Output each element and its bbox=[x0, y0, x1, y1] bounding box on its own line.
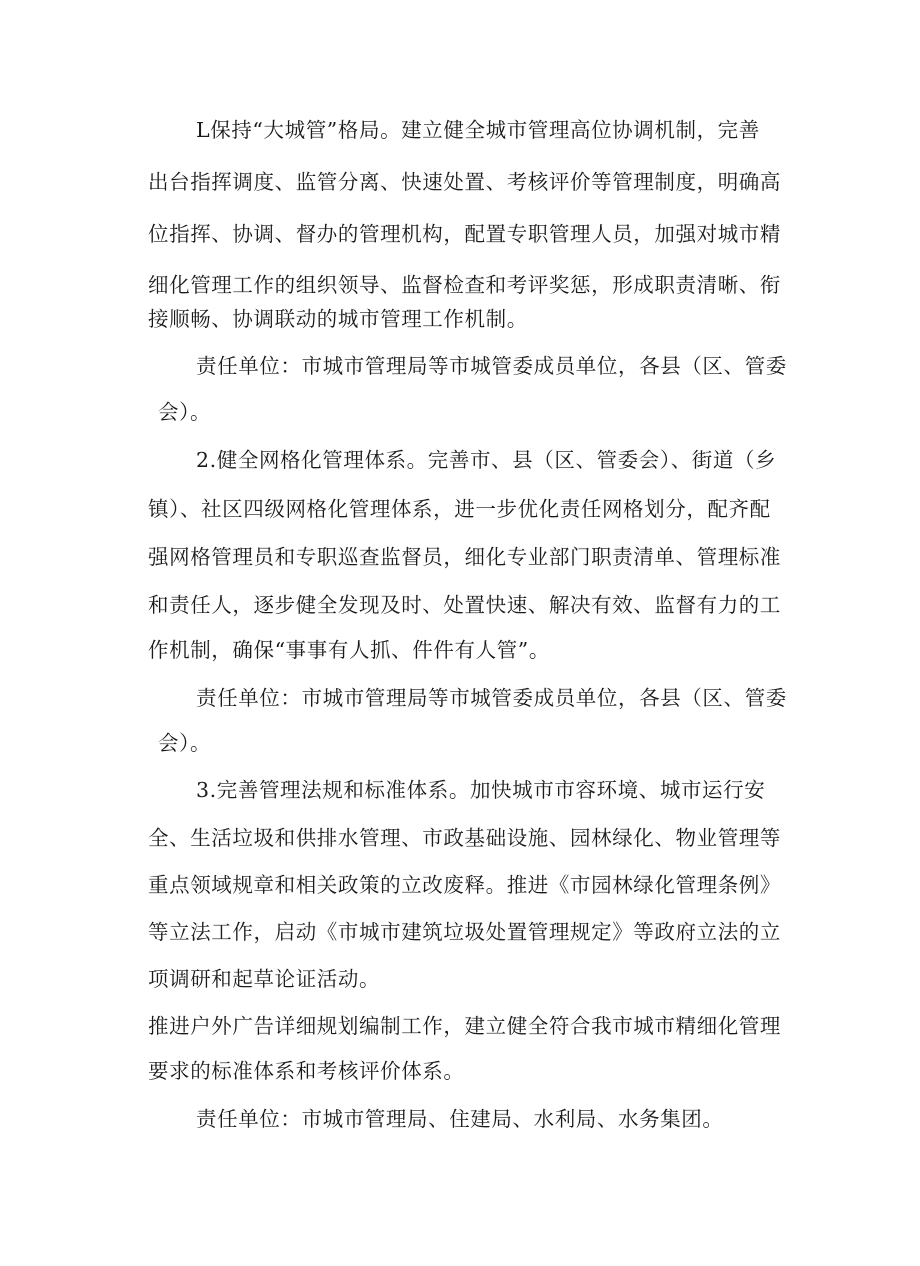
paragraph-3-line-2: 全、生活垃圾和供排水管理、市政基础设施、园林绿化、物业管理等 bbox=[148, 826, 781, 850]
responsibility-3-line-1: 责任单位：市城市管理局、住建局、水利局、水务集团。 bbox=[196, 1107, 724, 1131]
paragraph-2-line-4: 和责任人，逐步健全发现及时、处置快速、解决有效、监督有力的工 bbox=[148, 593, 781, 617]
paragraph-1-line-4: 细化管理工作的组织领导、监督检查和考评奖惩，形成职责清晰、衔 bbox=[148, 273, 781, 297]
responsibility-2-line-1: 责任单位：市城市管理局等市城管委成员单位，各县（区、管委 bbox=[196, 686, 787, 710]
paragraph-2-line-1: 2.健全网格化管理体系。完善市、县（区、管委会）、街道（乡 bbox=[196, 448, 777, 472]
responsibility-1-line-2: 会）。 bbox=[158, 400, 212, 424]
paragraph-1-line-2: 出台指挥调度、监管分离、快速处置、考核评价等管理制度，明确高 bbox=[148, 170, 781, 194]
paragraph-1-line-3: 位指挥、协调、督办的管理机构，配置专职管理人员，加强对城市精 bbox=[148, 222, 781, 246]
paragraph-3-line-5: 项调研和起草论证活动。 bbox=[148, 967, 381, 991]
paragraph-2-line-2: 镇）、社区四级网格化管理体系，进一步优化责任网格划分，配齐配 bbox=[148, 497, 771, 521]
paragraph-4-line-2: 要求的标准体系和考核评价体系。 bbox=[148, 1059, 465, 1083]
paragraph-1-line-1: L保持“大城管”格局。建立健全城市管理高位协调机制，完善 bbox=[196, 118, 760, 142]
paragraph-2-line-5: 作机制，确保“事事有人抓、件件有人管”。 bbox=[148, 638, 550, 662]
paragraph-2-line-3: 强网格管理员和专职巡查监督员，细化专业部门职责清单、管理标准 bbox=[148, 545, 781, 569]
paragraph-3-line-3: 重点领域规章和相关政策的立改废释。推进《市园林绿化管理条例》 bbox=[148, 873, 781, 897]
responsibility-1-line-1: 责任单位：市城市管理局等市城管委成员单位，各县（区、管委 bbox=[196, 354, 787, 378]
paragraph-1-line-5: 接顺畅、协调联动的城市管理工作机制。 bbox=[148, 307, 528, 331]
responsibility-2-line-2: 会）。 bbox=[158, 731, 212, 755]
paragraph-3-line-4: 等立法工作，启动《市城市建筑垃圾处置管理规定》等政府立法的立 bbox=[148, 920, 781, 944]
paragraph-3-line-1: 3.完善管理法规和标准体系。加快城市市容环境、城市运行安 bbox=[196, 778, 766, 802]
paragraph-4-line-1: 推进户外广告详细规划编制工作，建立健全符合我市城市精细化管理 bbox=[148, 1014, 781, 1038]
